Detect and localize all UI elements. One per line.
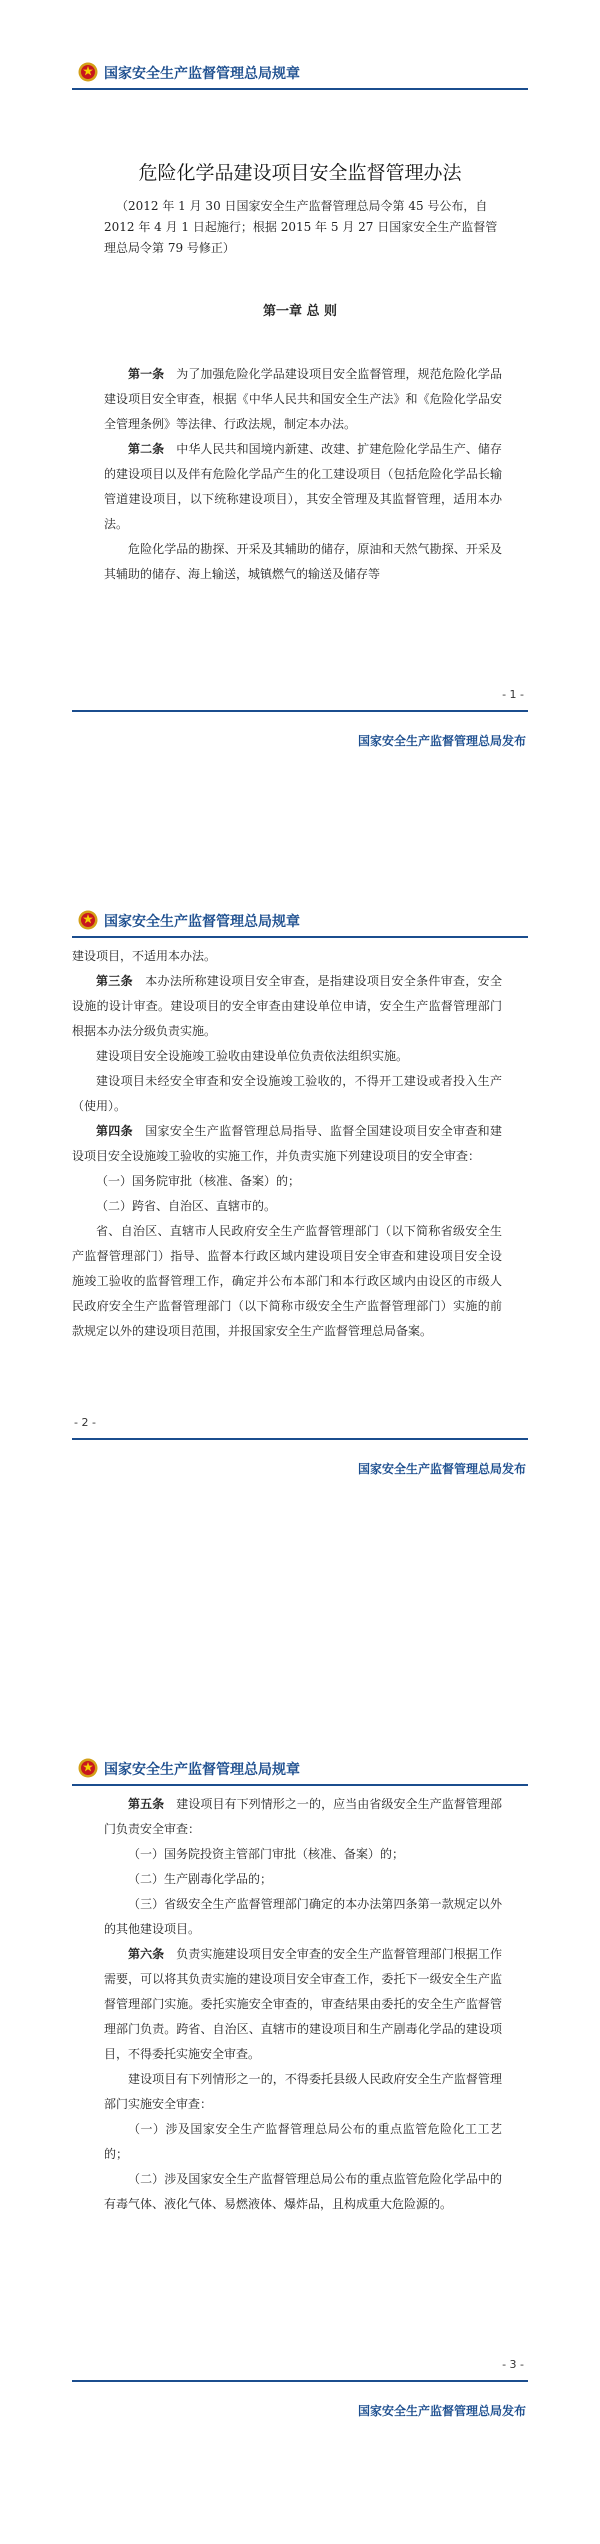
page-header bbox=[72, 1752, 528, 1784]
paragraph: 第四条 国家安全生产监督管理总局指导、监督全国建设项目安全审查和建设项目安全设施竣工验收的实施工作，并负责实施下列建设项目的安全审查： bbox=[72, 1124, 502, 1163]
page-1 bbox=[0, 0, 600, 848]
paragraph: 建设项目有下列情形之一的，不得委托县级人民政府安全生产监督管理部门实施安全审查： bbox=[104, 2072, 502, 2111]
paragraph: 第六条 负责实施建设项目安全审查的安全生产监督管理部门根据工作需要，可以将其负责实施的建设项目安全审查工作，委托下一级安全生产监督管理部门实施。委托实施安全审查的，审查结果由委托的安全生产监督管理部门负责。跨省、自治区、直辖市的建设项目和生产剧毒化学品的建设项目，不得委托实施安全审查。 bbox=[104, 1947, 502, 2061]
paragraph: 建设项目安全设施竣工验收由建设单位负责依法组织实施。 bbox=[96, 1049, 409, 1063]
national-emblem-icon bbox=[78, 910, 98, 930]
document-subtitle: （2012 年 1 月 30 日国家安全生产监督管理总局令第 45 号公布，自 2012 年 4 月 1 日起施行；根据 2015 年 5 月 27 日国家安全生产监督管理总局令第 79 号修正） bbox=[104, 199, 498, 255]
paragraph: （二）跨省、自治区、直辖市的。 bbox=[96, 1199, 277, 1213]
footer-rule bbox=[72, 2380, 528, 2382]
footer-publisher: 国家安全生产监督管理总局发布 bbox=[357, 1462, 526, 1476]
footer-publisher: 国家安全生产监督管理总局发布 bbox=[357, 734, 526, 748]
paragraph: （二）生产剧毒化学品的； bbox=[128, 1872, 273, 1886]
page-number: - 3 - bbox=[502, 2358, 524, 2371]
footer-rule bbox=[72, 1438, 528, 1440]
page-body bbox=[72, 944, 502, 1344]
paragraph: 第三条 本办法所称建设项目安全审查，是指建设项目安全条件审查，安全设施的设计审查。建设项目的安全审查由建设单位申请，安全生产监督管理部门根据本办法分级负责实施。 bbox=[72, 974, 502, 1038]
page-3 bbox=[0, 1696, 600, 2544]
header-rule bbox=[72, 88, 528, 90]
article-number: 第三条 bbox=[96, 974, 133, 988]
national-emblem-icon bbox=[78, 1758, 98, 1778]
paragraph: （一）国务院审批（核准、备案）的； bbox=[96, 1174, 301, 1188]
paragraph: （三）省级安全生产监督管理部门确定的本办法第四条第一款规定以外的其他建设项目。 bbox=[104, 1897, 502, 1936]
footer-rule bbox=[72, 710, 528, 712]
paragraph: 建设项目，不适用本办法。 bbox=[72, 949, 217, 963]
article-number: 第二条 bbox=[128, 442, 165, 456]
footer-publisher: 国家安全生产监督管理总局发布 bbox=[357, 2404, 526, 2418]
header-title: 国家安全生产监督管理总局规章 bbox=[104, 914, 300, 930]
paragraph: （一）涉及国家安全生产监督管理总局公布的重点监管危险化工工艺的； bbox=[104, 2122, 502, 2161]
paragraph: 建设项目未经安全审查和安全设施竣工验收的，不得开工建设或者投入生产（使用）。 bbox=[72, 1074, 502, 1113]
document-title: 危险化学品建设项目安全监督管理办法 bbox=[138, 162, 462, 184]
paragraph: 第二条 中华人民共和国境内新建、改建、扩建危险化学品生产、储存的建设项目以及伴有危险化学品产生的化工建设项目（包括危险化学品长输管道建设项目，以下统称建设项目），其安全管理及其监督管理，适用本办法。 bbox=[104, 442, 502, 531]
paragraph: 省、自治区、直辖市人民政府安全生产监督管理部门（以下简称省级安全生产监督管理部门）指导、监督本行政区域内建设项目安全审查和建设项目安全设施竣工验收的监督管理工作，确定并公布本部门和本行政区域内由设区的市级人民政府安全生产监督管理部门（以下简称市级安全生产监督管理部门）实施的前款规定以外的建设项目范围，并报国家安全生产监督管理总局备案。 bbox=[72, 1224, 502, 1338]
national-emblem-icon bbox=[78, 62, 98, 82]
article-number: 第一条 bbox=[128, 367, 165, 381]
header-title: 国家安全生产监督管理总局规章 bbox=[104, 1762, 300, 1778]
header-title: 国家安全生产监督管理总局规章 bbox=[104, 66, 300, 82]
page-number: - 1 - bbox=[502, 688, 524, 701]
page-body bbox=[104, 362, 502, 587]
header-rule bbox=[72, 1784, 528, 1786]
page-number: - 2 - bbox=[74, 1416, 96, 1429]
page-2 bbox=[0, 848, 600, 1696]
page-body bbox=[104, 1792, 502, 2217]
chapter-heading: 第一章 总 则 bbox=[262, 304, 338, 319]
paragraph: （二）涉及国家安全生产监督管理总局公布的重点监管危险化学品中的有毒气体、液化气体、易燃液体、爆炸品，且构成重大危险源的。 bbox=[104, 2172, 502, 2211]
paragraph: 危险化学品的勘探、开采及其辅助的储存，原油和天然气勘探、开采及其辅助的储存、海上输送，城镇燃气的输送及储存等 bbox=[104, 542, 502, 581]
paragraph: 第五条 建设项目有下列情形之一的，应当由省级安全生产监督管理部门负责安全审查： bbox=[104, 1797, 502, 1836]
article-number: 第六条 bbox=[128, 1947, 165, 1961]
article-number: 第四条 bbox=[96, 1124, 133, 1138]
article-number: 第五条 bbox=[128, 1797, 165, 1811]
page-header bbox=[72, 56, 528, 88]
page-header bbox=[72, 904, 528, 936]
header-rule bbox=[72, 936, 528, 938]
paragraph: （一）国务院投资主管部门审批（核准、备案）的； bbox=[128, 1847, 405, 1861]
paragraph: 第一条 为了加强危险化学品建设项目安全监督管理，规范危险化学品建设项目安全审查，根据《中华人民共和国安全生产法》和《危险化学品安全管理条例》等法律、行政法规，制定本办法。 bbox=[104, 367, 502, 431]
